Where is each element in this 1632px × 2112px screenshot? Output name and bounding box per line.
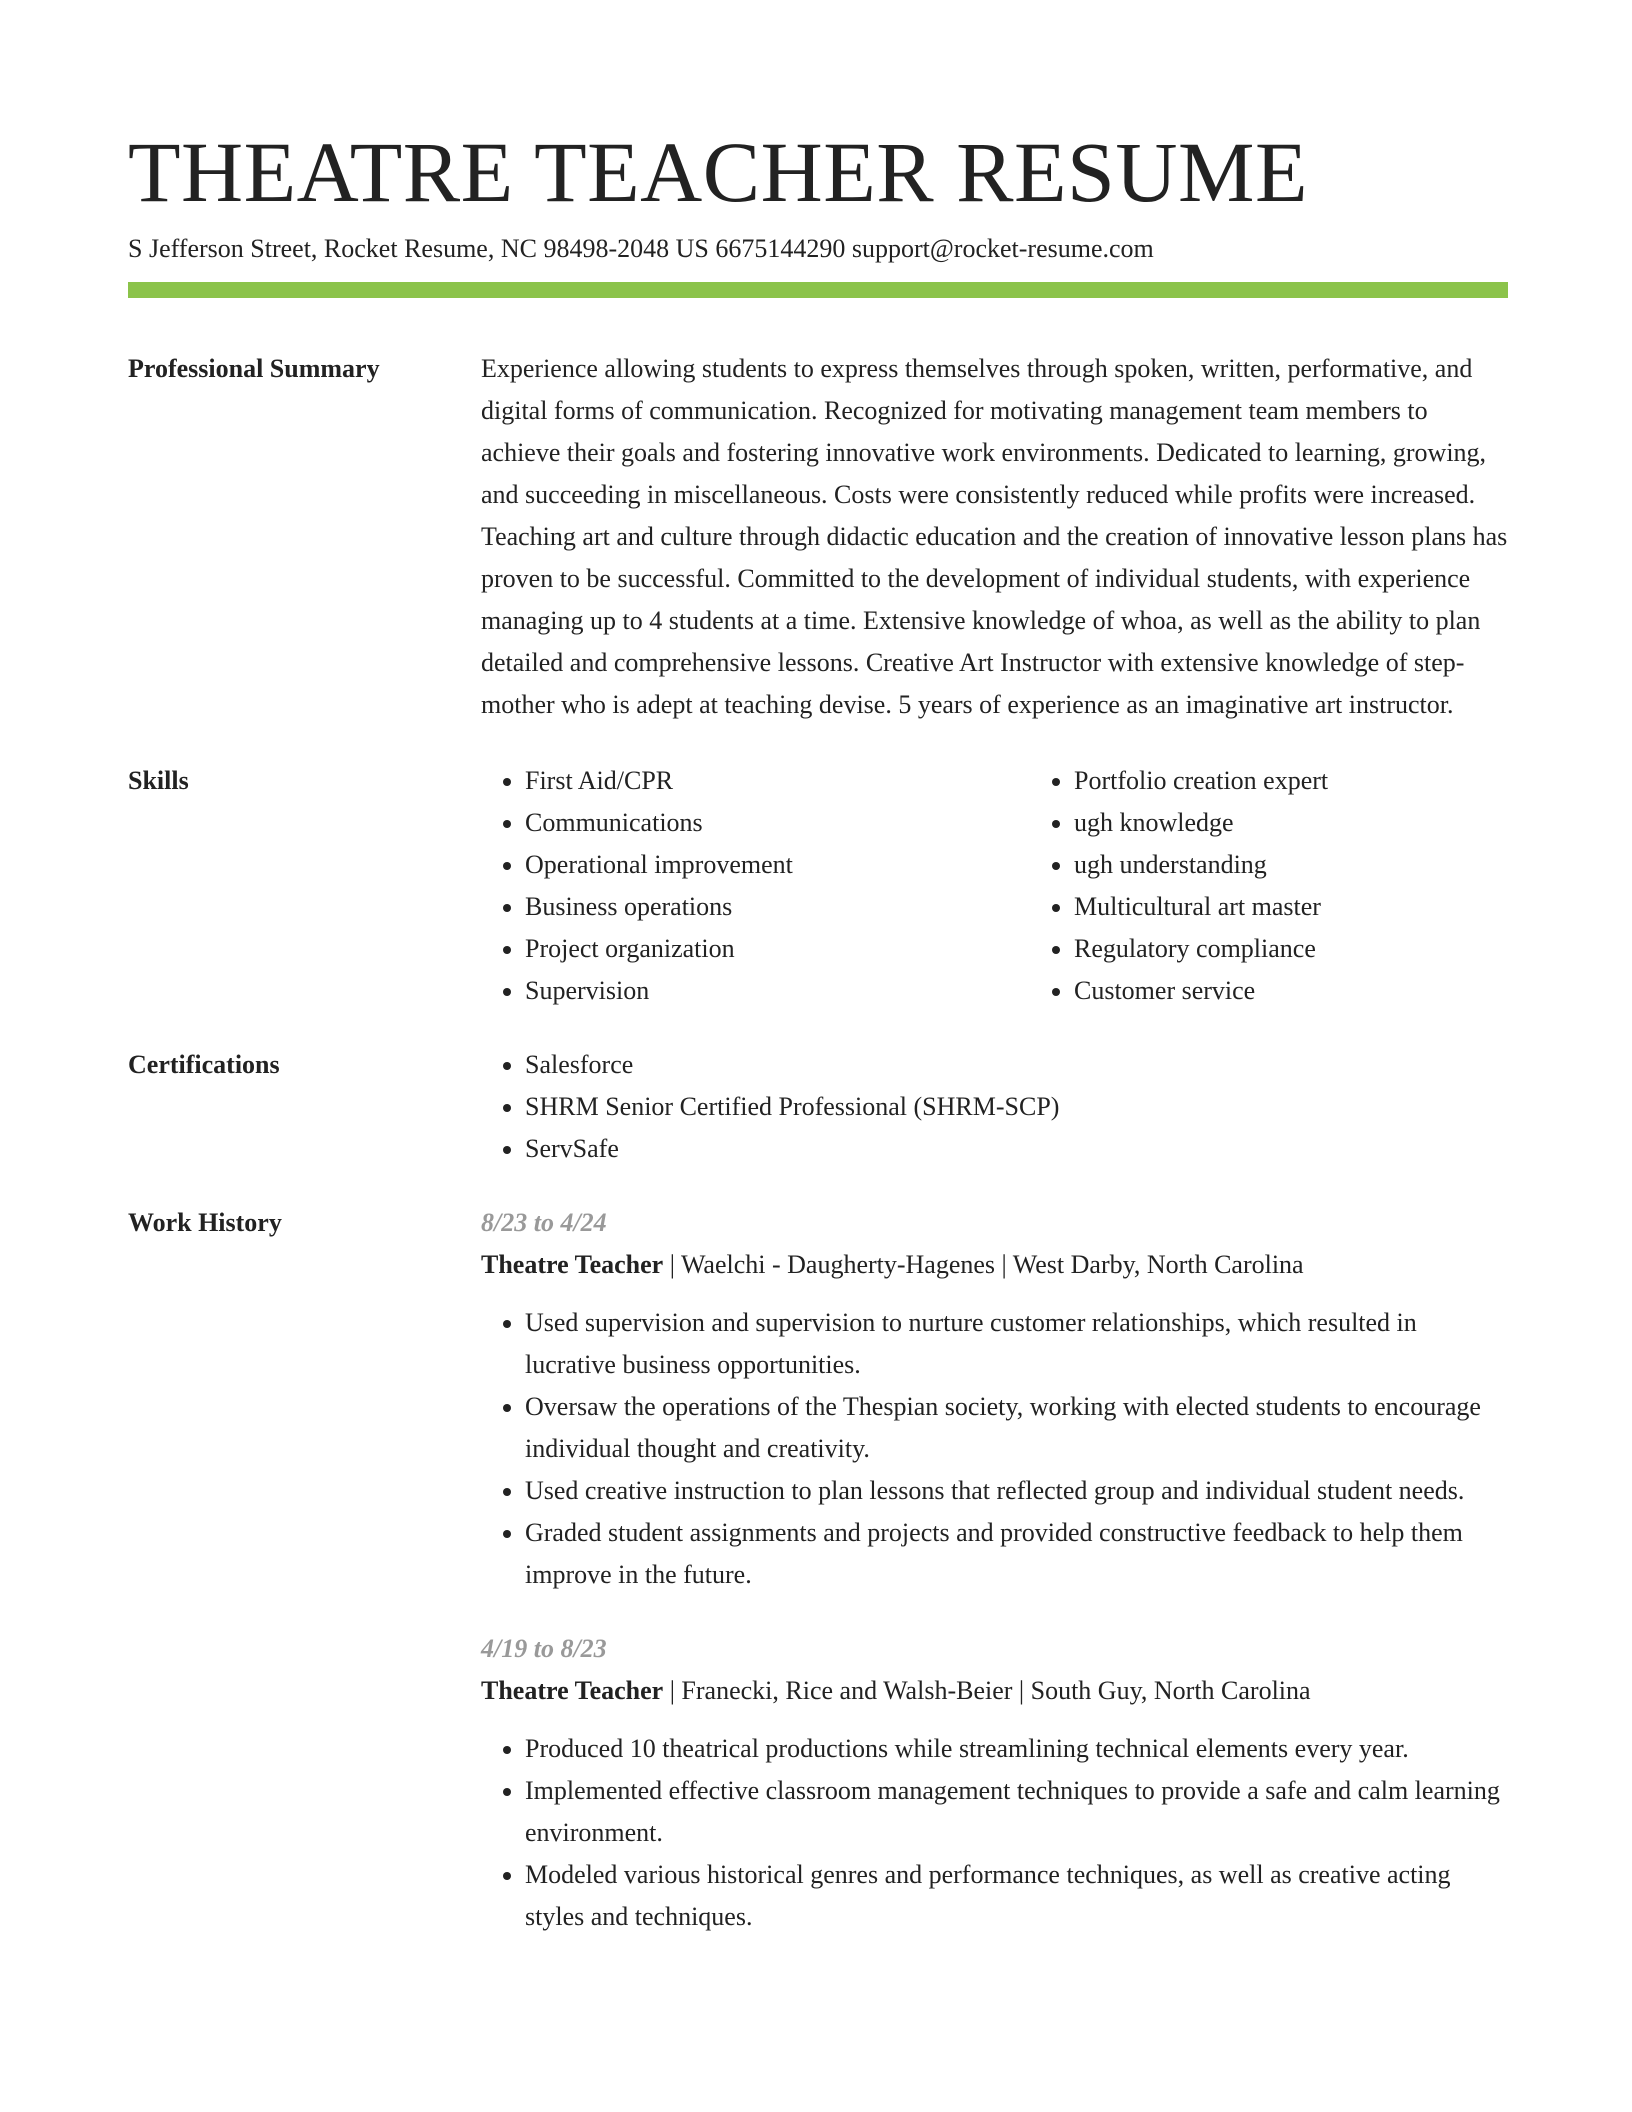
section-label-certifications: Certifications	[128, 1050, 280, 1079]
list-item: • ugh knowledge	[1074, 802, 1579, 844]
list-item: • Customer service	[1074, 970, 1579, 1012]
contact-line: S Jefferson Street, Rocket Resume, NC 98498-2048 US 6675144290 support@rocket-resume.com	[128, 234, 1154, 263]
section-label-work-history: Work History	[128, 1208, 282, 1237]
list-item: • Oversaw the operations of the Thespian society, working with elected students to encourage individual thought and creativity.	[525, 1386, 1508, 1470]
list-item: • Project organization	[525, 928, 1030, 970]
resume-title: THEATRE TEACHER RESUME	[128, 124, 1308, 220]
section-label-summary: Professional Summary	[128, 354, 380, 383]
certifications-list	[481, 1044, 1508, 1170]
job-title: Theatre Teacher	[481, 1676, 664, 1705]
list-item: • Salesforce	[525, 1044, 1508, 1086]
resume-page	[128, 122, 1508, 1938]
job-dates: 4/19 to 8/23	[481, 1634, 607, 1663]
section-certifications	[128, 1044, 1508, 1170]
job-details: | Waelchi - Daugherty-Hagenes | West Darby, North Carolina	[663, 1250, 1304, 1279]
list-item: • SHRM Senior Certified Professional (SHRM-SCP)	[525, 1086, 1508, 1128]
list-item: • ServSafe	[525, 1128, 1508, 1170]
list-item: • Produced 10 theatrical productions while streamlining technical elements every year.	[525, 1728, 1508, 1770]
list-item: • Implemented effective classroom management techniques to provide a safe and calm learning environment.	[525, 1770, 1508, 1854]
list-item: • Communications	[525, 802, 1030, 844]
list-item: • Modeled various historical genres and performance techniques, as well as creative acting styles and techniques.	[525, 1854, 1508, 1938]
job-entry-2	[481, 1628, 1508, 1938]
skills-list-right	[1030, 760, 1579, 1012]
job-entry-1	[481, 1202, 1508, 1596]
list-item: • Portfolio creation expert	[1074, 760, 1579, 802]
list-item: • Supervision	[525, 970, 1030, 1012]
list-item: • Used creative instruction to plan lessons that reflected group and individual student needs.	[525, 1470, 1508, 1512]
accent-divider	[128, 282, 1508, 298]
section-professional-summary	[128, 348, 1508, 726]
summary-text: Experience allowing students to express themselves through spoken, written, performative, and digital forms of communication. Recognized for motivating management team members to achieve their goals and fostering innovative work environments. Dedicated to learning, growing, and succeeding in miscellaneous. Costs were consistently reduced while profits were increased. Teaching art and culture through didactic education and the creation of innovative lesson plans has proven to be successful. Committed to the development of individual students, with experience managing up to 4 students at a time. Extensive knowledge of whoa, as well as the ability to plan detailed and comprehensive lessons. Creative Art Instructor with extensive knowledge of step-mother who is adept at teaching devise. 5 years of experience as an imaginative art instructor.	[481, 354, 1508, 719]
section-label-skills: Skills	[128, 766, 189, 795]
list-item: • ugh understanding	[1074, 844, 1579, 886]
job-title: Theatre Teacher	[481, 1250, 664, 1279]
section-work-history	[128, 1202, 1508, 1938]
job-bullets	[481, 1728, 1508, 1938]
skills-list-left	[481, 760, 1030, 1012]
list-item: • Business operations	[525, 886, 1030, 928]
list-item: • Operational improvement	[525, 844, 1030, 886]
job-dates: 8/23 to 4/24	[481, 1208, 607, 1237]
list-item: • Used supervision and supervision to nurture customer relationships, which resulted in lucrative business opportunities.	[525, 1302, 1508, 1386]
list-item: • First Aid/CPR	[525, 760, 1030, 802]
job-bullets	[481, 1302, 1508, 1596]
list-item: • Regulatory compliance	[1074, 928, 1579, 970]
list-item: • Multicultural art master	[1074, 886, 1579, 928]
job-heading	[481, 1670, 1508, 1712]
section-skills	[128, 760, 1508, 1012]
list-item: • Graded student assignments and projects and provided constructive feedback to help them improve in the future.	[525, 1512, 1508, 1596]
job-details: | Franecki, Rice and Walsh-Beier | South Guy, North Carolina	[663, 1676, 1311, 1705]
job-heading	[481, 1244, 1508, 1286]
